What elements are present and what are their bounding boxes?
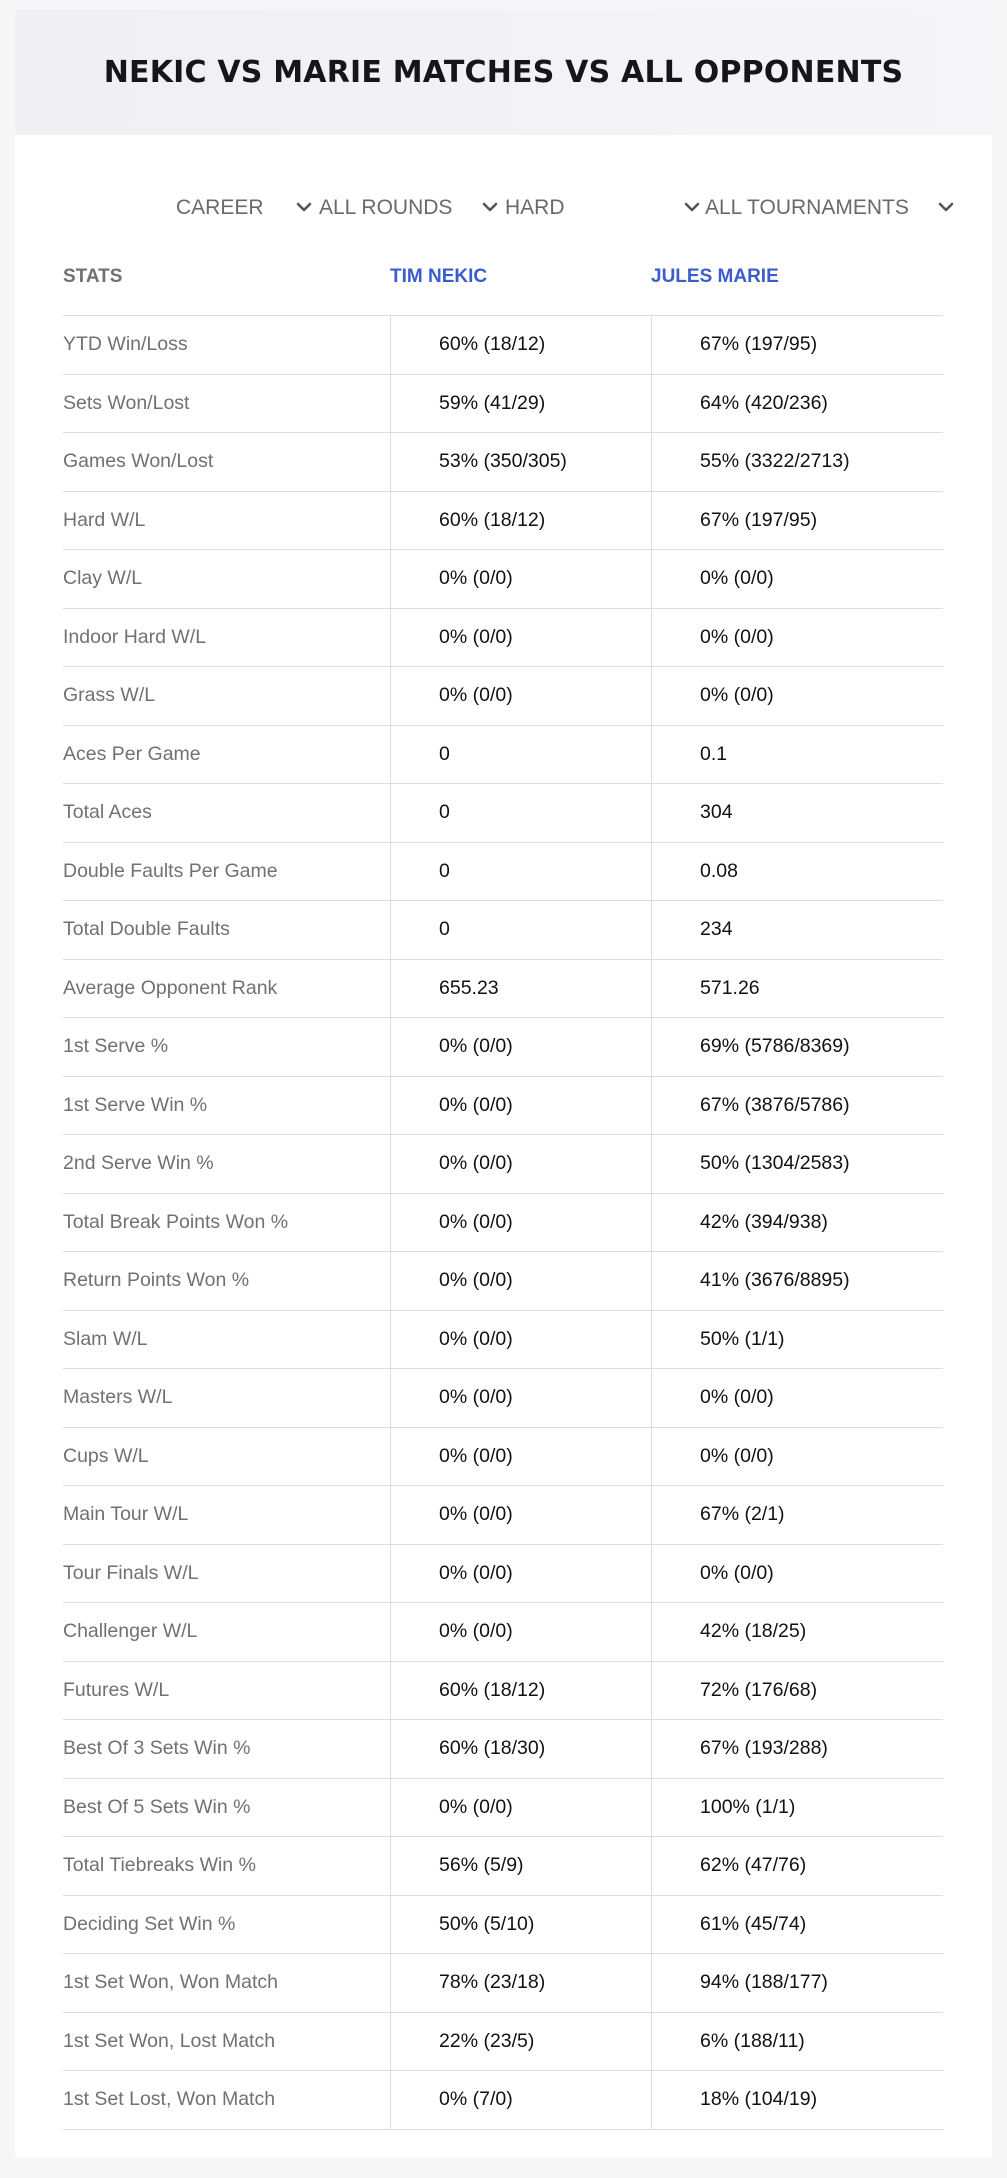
table-row <box>63 1252 943 1311</box>
player1-column-header[interactable]: TIM NEKIC <box>390 266 488 287</box>
player1-value: 60% (18/12) <box>390 316 651 374</box>
player1-value: 0% (0/0) <box>390 1252 651 1310</box>
stat-label: Hard W/L <box>63 508 146 531</box>
table-row <box>63 1954 943 2013</box>
player2-value: 0% (0/0) <box>651 609 943 667</box>
filter-bar <box>15 178 992 238</box>
table-row <box>63 492 943 551</box>
stat-label: Grass W/L <box>63 684 156 707</box>
player1-value: 0% (0/0) <box>390 1194 651 1252</box>
period-select-value: CAREER <box>176 196 264 219</box>
player1-value: 0% (0/0) <box>390 1779 651 1837</box>
player2-value: 41% (3676/8895) <box>651 1252 943 1310</box>
table-row <box>63 726 943 785</box>
player1-value: 60% (18/12) <box>390 492 651 550</box>
player1-value: 50% (5/10) <box>390 1896 651 1954</box>
player2-column-header[interactable]: JULES MARIE <box>651 266 779 287</box>
player1-value: 78% (23/18) <box>390 1954 651 2012</box>
player2-value: 67% (193/288) <box>651 1720 943 1778</box>
stat-label: Total Double Faults <box>63 918 230 941</box>
player2-value: 18% (104/19) <box>651 2071 943 2129</box>
surface-select-value: HARD <box>505 196 565 219</box>
table-header <box>63 238 943 316</box>
stat-label: Tour Finals W/L <box>63 1561 199 1584</box>
player2-value: 67% (3876/5786) <box>651 1077 943 1135</box>
period-select[interactable] <box>176 178 313 238</box>
table-row <box>63 375 943 434</box>
stat-label: Return Points Won % <box>63 1269 250 1292</box>
table-row <box>63 1486 943 1545</box>
player2-value: 0% (0/0) <box>651 1369 943 1427</box>
player1-value: 0 <box>390 843 651 901</box>
stats-card <box>15 10 992 2158</box>
stat-label: YTD Win/Loss <box>63 333 188 356</box>
stat-label: 2nd Serve Win % <box>63 1152 214 1175</box>
stat-label: Clay W/L <box>63 567 143 590</box>
player1-value: 655.23 <box>390 960 651 1018</box>
stat-label: Total Break Points Won % <box>63 1210 289 1233</box>
stat-label: Double Faults Per Game <box>63 859 278 882</box>
player2-value: 100% (1/1) <box>651 1779 943 1837</box>
player2-value: 304 <box>651 784 943 842</box>
player1-value: 59% (41/29) <box>390 375 651 433</box>
table-row <box>63 843 943 902</box>
tournaments-select-value: ALL TOURNAMENTS <box>705 196 909 219</box>
stats-column-header: STATS <box>63 266 123 287</box>
table-row <box>63 1077 943 1136</box>
stat-label: Challenger W/L <box>63 1620 198 1643</box>
player2-value: 50% (1304/2583) <box>651 1135 943 1193</box>
table-row <box>63 1369 943 1428</box>
stat-label: 1st Serve % <box>63 1035 169 1058</box>
stat-label: Games Won/Lost <box>63 450 214 473</box>
chevron-down-icon <box>295 200 313 214</box>
player1-value: 53% (350/305) <box>390 433 651 491</box>
table-row <box>63 316 943 375</box>
stat-label: Deciding Set Win % <box>63 1912 236 1935</box>
page-header <box>15 10 992 135</box>
table-row <box>63 1135 943 1194</box>
player2-value: 69% (5786/8369) <box>651 1018 943 1076</box>
player2-value: 0% (0/0) <box>651 1545 943 1603</box>
table-row <box>63 667 943 726</box>
chevron-down-icon <box>481 200 499 214</box>
player2-value: 62% (47/76) <box>651 1837 943 1895</box>
player1-value: 0 <box>390 901 651 959</box>
player2-value: 64% (420/236) <box>651 375 943 433</box>
player2-value: 67% (197/95) <box>651 492 943 550</box>
stat-label: Total Aces <box>63 801 152 824</box>
player2-value: 0.1 <box>651 726 943 784</box>
chevron-down-icon <box>937 200 955 214</box>
table-row <box>63 1311 943 1370</box>
stat-label: Masters W/L <box>63 1386 173 1409</box>
stat-label: 1st Serve Win % <box>63 1093 208 1116</box>
table-row <box>63 1194 943 1253</box>
stat-label: Best Of 5 Sets Win % <box>63 1795 251 1818</box>
stat-label: Best Of 3 Sets Win % <box>63 1737 251 1760</box>
rounds-select[interactable] <box>319 178 499 238</box>
player2-value: 61% (45/74) <box>651 1896 943 1954</box>
table-row <box>63 1018 943 1077</box>
stat-label: Total Tiebreaks Win % <box>63 1854 256 1877</box>
tournaments-select[interactable] <box>705 178 955 238</box>
table-row <box>63 433 943 492</box>
player1-value: 56% (5/9) <box>390 1837 651 1895</box>
stat-label: Futures W/L <box>63 1678 170 1701</box>
table-row <box>63 550 943 609</box>
table-row <box>63 784 943 843</box>
stat-label: Average Opponent Rank <box>63 976 278 999</box>
player1-value: 0% (0/0) <box>390 1018 651 1076</box>
player1-value: 0% (0/0) <box>390 550 651 608</box>
player2-value: 55% (3322/2713) <box>651 433 943 491</box>
player1-value: 60% (18/30) <box>390 1720 651 1778</box>
player1-value: 0% (0/0) <box>390 1369 651 1427</box>
player2-value: 42% (394/938) <box>651 1194 943 1252</box>
player1-value: 60% (18/12) <box>390 1662 651 1720</box>
player2-value: 72% (176/68) <box>651 1662 943 1720</box>
player1-value: 0% (0/0) <box>390 1545 651 1603</box>
player1-value: 0% (7/0) <box>390 2071 651 2129</box>
stat-label: 1st Set Won, Lost Match <box>63 2029 276 2052</box>
stat-label: Main Tour W/L <box>63 1503 189 1526</box>
rounds-select-value: ALL ROUNDS <box>319 196 453 219</box>
table-row <box>63 1545 943 1604</box>
table-row <box>63 960 943 1019</box>
player2-value: 67% (197/95) <box>651 316 943 374</box>
stat-label: Sets Won/Lost <box>63 391 190 414</box>
player1-value: 0% (0/0) <box>390 609 651 667</box>
player2-value: 6% (188/11) <box>651 2013 943 2071</box>
player2-value: 0% (0/0) <box>651 1428 943 1486</box>
player1-value: 0% (0/0) <box>390 1135 651 1193</box>
player2-value: 571.26 <box>651 960 943 1018</box>
player2-value: 67% (2/1) <box>651 1486 943 1544</box>
table-row <box>63 2013 943 2072</box>
table-row <box>63 1896 943 1955</box>
player2-value: 94% (188/177) <box>651 1954 943 2012</box>
stat-label: 1st Set Won, Won Match <box>63 1971 278 1994</box>
table-row <box>63 2071 943 2130</box>
player2-value: 0.08 <box>651 843 943 901</box>
table-row <box>63 1720 943 1779</box>
chevron-down-icon <box>683 200 701 214</box>
stat-label: Cups W/L <box>63 1444 149 1467</box>
surface-select[interactable] <box>505 178 701 238</box>
player2-value: 42% (18/25) <box>651 1603 943 1661</box>
table-body <box>63 316 943 2130</box>
table-row <box>63 1603 943 1662</box>
table-row <box>63 1428 943 1487</box>
stat-label: Slam W/L <box>63 1327 148 1350</box>
table-row <box>63 901 943 960</box>
stat-label: Indoor Hard W/L <box>63 625 207 648</box>
player1-value: 0% (0/0) <box>390 1428 651 1486</box>
player1-value: 0% (0/0) <box>390 1311 651 1369</box>
stats-table <box>63 238 943 2130</box>
table-row <box>63 609 943 668</box>
stat-label: 1st Set Lost, Won Match <box>63 2088 276 2111</box>
player2-value: 50% (1/1) <box>651 1311 943 1369</box>
table-row <box>63 1662 943 1721</box>
page-title: NEKIC VS MARIE MATCHES VS ALL OPPONENTS <box>103 55 904 90</box>
player1-value: 22% (23/5) <box>390 2013 651 2071</box>
player1-value: 0% (0/0) <box>390 667 651 725</box>
player2-value: 234 <box>651 901 943 959</box>
player1-value: 0% (0/0) <box>390 1603 651 1661</box>
table-row <box>63 1837 943 1896</box>
table-row <box>63 1779 943 1838</box>
player1-value: 0 <box>390 726 651 784</box>
player1-value: 0 <box>390 784 651 842</box>
stat-label: Aces Per Game <box>63 742 201 765</box>
player1-value: 0% (0/0) <box>390 1486 651 1544</box>
player2-value: 0% (0/0) <box>651 550 943 608</box>
player1-value: 0% (0/0) <box>390 1077 651 1135</box>
player2-value: 0% (0/0) <box>651 667 943 725</box>
